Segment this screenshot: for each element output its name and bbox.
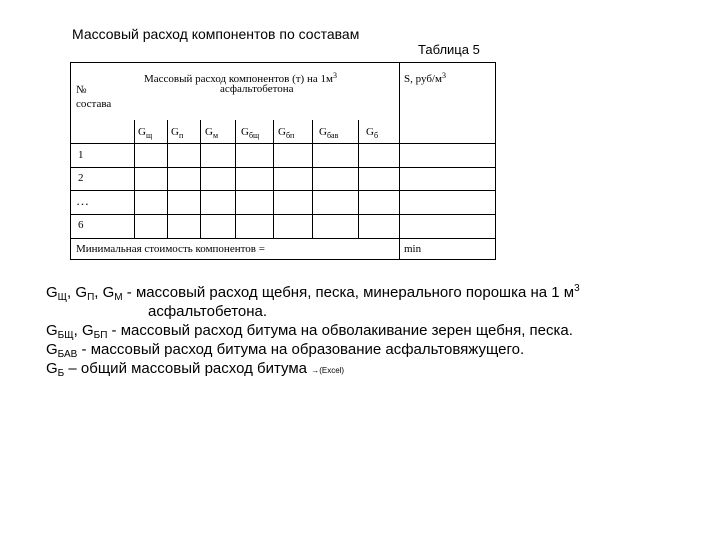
mass-header-text: Массовый расход компонентов (т) на 1м — [144, 73, 333, 85]
legend-line-4: $G_{БАВ}$ - массовый расход битума на образование асфальтовяжущего. — [46, 341, 525, 360]
mass-header-sup: 3 — [332, 71, 337, 80]
legend-line-1: $G_Щ$, $G_П$, $G_М$ - массовый расход щебня, песка, минерального порошка на 1 $м^3$ — [46, 283, 580, 303]
subcol-g-p: $G_п$ — [171, 126, 184, 140]
table-row-label: 1 — [78, 149, 84, 161]
table-row-label: 6 — [78, 219, 84, 231]
legend — [46, 283, 580, 380]
subcol-g-sch: $G_щ$ — [138, 126, 153, 140]
footer-value: min — [404, 243, 422, 255]
subcol-g-bsch: $G_{бщ}$ — [241, 126, 260, 140]
subcol-g-b: $G_б$ — [366, 126, 379, 140]
table-row-label: … — [76, 193, 89, 208]
subcol-g-m: $G_м$ — [205, 126, 219, 140]
legend-line-5: $G_Б$ – общий массовый расход битума →(Excel) — [46, 360, 345, 379]
cost-header-sup: 3 — [441, 71, 446, 80]
subcol-g-bav: $G_{бав}$ — [319, 126, 339, 140]
mass-header-line2: асфальтобетона — [220, 83, 294, 95]
legend-line-3: $G_{БЩ}$, $G_{БП}$ - массовый расход битума на обволакивание зерен щебня, песка. — [46, 322, 573, 341]
excel-note: →(Excel) — [311, 366, 345, 375]
page-title: Массовый расход компонентов по составам — [72, 26, 360, 42]
col-number-label-line2: состава — [76, 98, 112, 110]
subcol-g-bp: $G_{бп}$ — [278, 126, 295, 140]
footer-label: Минимальная стоимость компонентов = — [76, 243, 265, 255]
cost-header-text: S, руб/м — [404, 73, 442, 85]
cost-header — [404, 69, 446, 86]
col-number-label-line1: № — [76, 84, 87, 96]
legend-line-2: асфальтобетона. — [148, 303, 268, 320]
components-table — [70, 62, 496, 260]
table-row-label: 2 — [78, 172, 84, 184]
table-caption: Таблица 5 — [418, 42, 480, 57]
